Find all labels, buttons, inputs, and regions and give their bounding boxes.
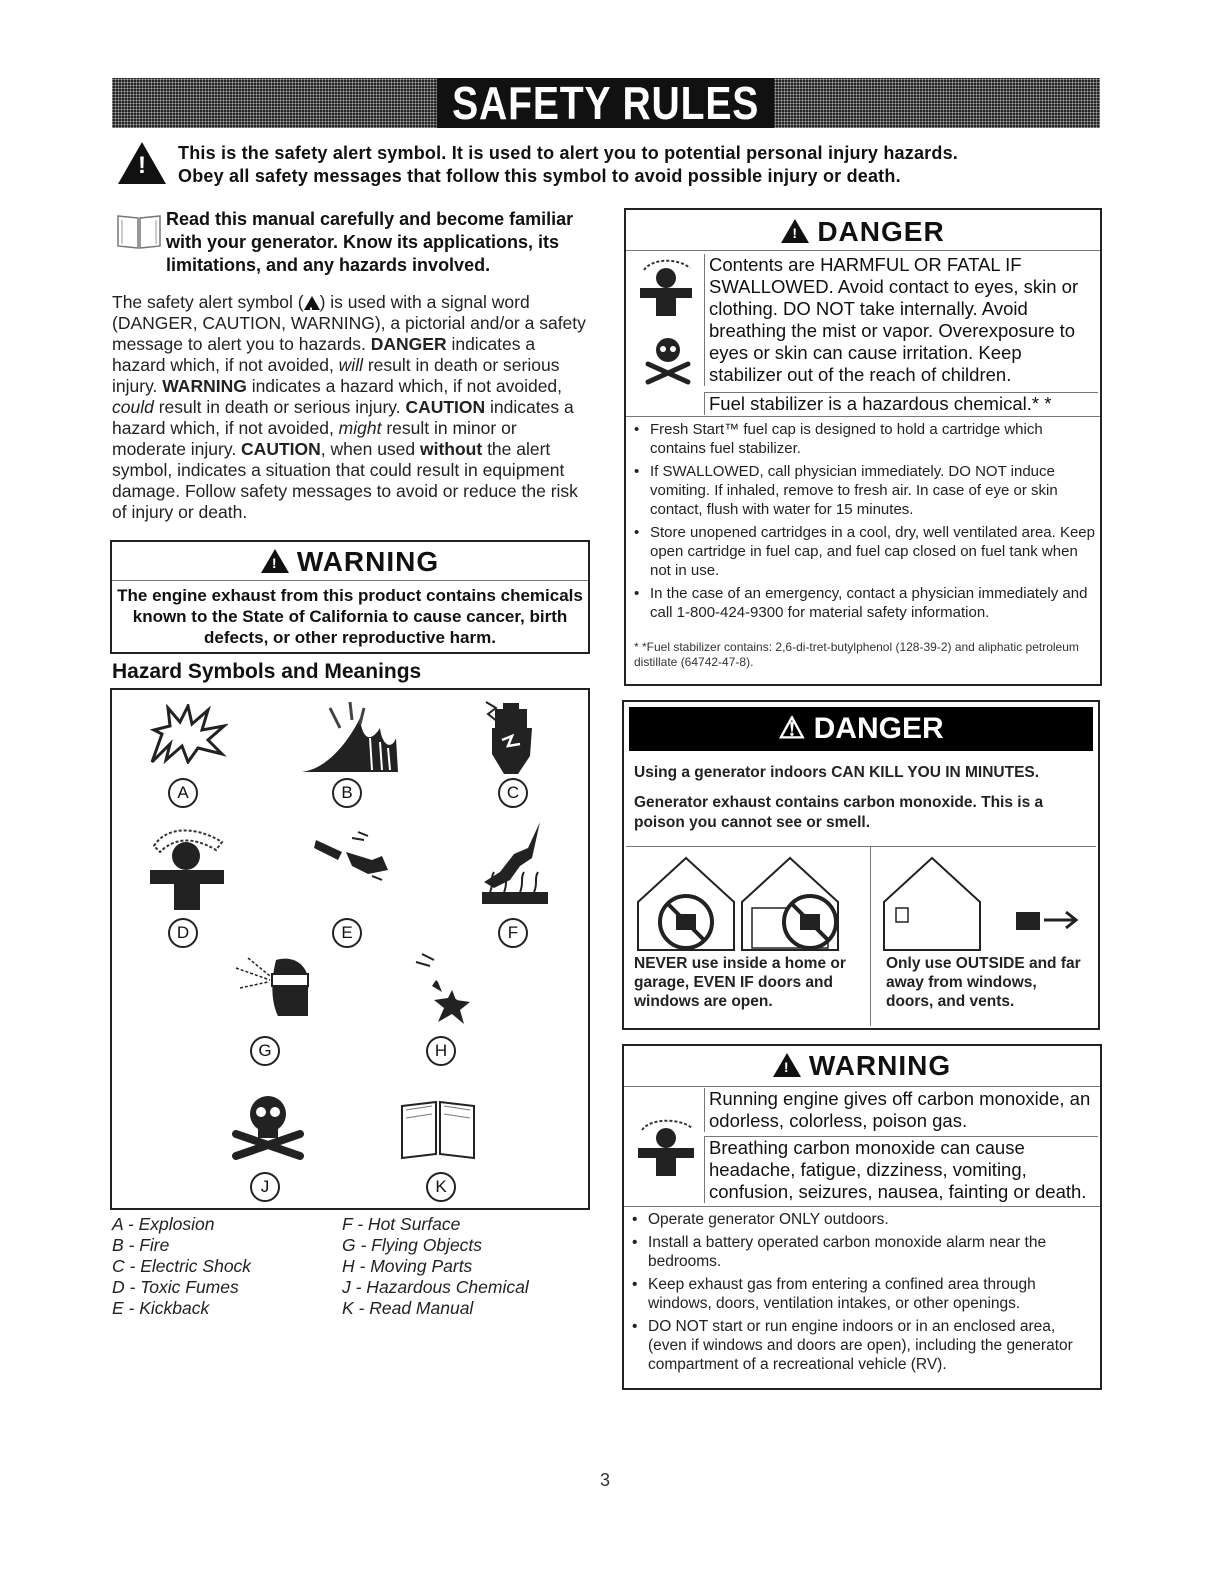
hazard-label-e: E - Kickback xyxy=(112,1298,210,1318)
hazard-letter-a: A xyxy=(168,778,198,808)
danger-bullet-4: • In the case of an emergency, contact a physician immediately and call 1-800-424-9300 for material safety information. xyxy=(628,584,1098,622)
hazard-letter-k: K xyxy=(426,1172,456,1202)
toxic-fumes-icon xyxy=(638,258,694,318)
toxic-fumes-icon xyxy=(146,826,230,914)
read-manual-line-3: limitations, and any hazards involved. xyxy=(166,255,491,275)
book-icon xyxy=(116,210,162,250)
warning-co-bullet-list xyxy=(626,1210,1096,1378)
never-indoor-text: NEVER use inside a home or garage, EVEN IF doors and windows are open. xyxy=(634,955,846,1010)
danger-bullet-1: • Fresh Start™ fuel cap is designed to hold a cartridge which contains fuel stabilizer. xyxy=(628,420,1098,458)
toxic-fumes-icon xyxy=(636,1118,696,1178)
warning-co-title: !WARNING xyxy=(624,1050,1100,1086)
hazard-label-a: A - Explosion xyxy=(112,1214,215,1234)
read-manual-icon xyxy=(398,1096,478,1160)
warning-line-1: The engine exhaust from this product contains chemicals xyxy=(117,586,583,605)
danger-bullet-3: • Store unopened cartridges in a cool, dry, well ventilated area. Keep open cartridge in fuel cap, and fuel cap closed on fuel tank when not in use. xyxy=(628,523,1098,580)
explosion-icon xyxy=(148,704,228,764)
warning-line-2: known to the State of California to cause cancer, birth xyxy=(132,607,568,626)
hazard-letter-j: J xyxy=(250,1172,280,1202)
hazardous-chemical-icon xyxy=(642,334,694,386)
danger-paragraph-1: Contents are HARMFUL OR FATAL IF SWALLOWED. Avoid contact to eyes, skin or clothing. DO NOT take internally. Avoid breathing the mist or vapor. Overexposure to eyes or skin can cause irritation. Keep stabilizer out of the reach of children. xyxy=(704,254,1098,386)
signal-words-paragraph: The safety alert symbol (! ) is used with a signal word (DANGER, CAUTION, WARNING), a pictorial and/or a safety message to alert you to hazards. DANGER indicates a hazard which, if not avoided, will result in death or serious injury. WARNING indicates a hazard which, if not avoided, could result in death or serious injury. CAUTION indicates a hazard which, if not avoided, might result in minor or moderate injury. CAUTION, when used without the alert symbol, indicates a situation that could result in equipment damage. Follow safety messages to avoid or reduce the risk of injury or death. xyxy=(112,292,590,523)
danger-footnote: * *Fuel stabilizer contains: 2,6-di-tret-butylphenol (128-39-2) and aliphatic petroleum distillate (64742-47-8). xyxy=(634,640,1079,669)
hazard-label-c: C - Electric Shock xyxy=(112,1256,252,1276)
hazard-label-d: D - Toxic Fumes xyxy=(112,1277,239,1297)
warning-co-paragraph-1: Running engine gives off carbon monoxide, an odorless, colorless, poison gas. xyxy=(704,1088,1098,1132)
page-number: 3 xyxy=(600,1470,611,1490)
intro-line-2: Obey all safety messages that follow this symbol to avoid possible injury or death. xyxy=(178,166,901,186)
hazard-label-j: J - Hazardous Chemical xyxy=(342,1277,529,1297)
hazard-labels-left xyxy=(112,1214,251,1319)
warning-co-alert-icon xyxy=(773,1053,801,1077)
hazard-letter-c: C xyxy=(498,778,528,808)
danger-title: !DANGER xyxy=(626,216,1100,250)
danger-paragraph-2: Fuel stabilizer is a hazardous chemical.* * xyxy=(704,392,1098,415)
hazard-symbols-box xyxy=(110,688,590,1210)
page-title: SAFETY RULES xyxy=(437,78,775,128)
hazard-letter-g: G xyxy=(250,1036,280,1066)
warning-co-bullet-4: • DO NOT start or run engine indoors or in an enclosed area, (even if windows and doors are open), including the generator compartment of a recreational vehicle (RV). xyxy=(626,1317,1096,1374)
fire-icon xyxy=(300,698,400,774)
read-manual-line-1: Read this manual carefully and become familiar xyxy=(166,209,574,229)
inline-alert-icon xyxy=(304,296,320,310)
warning-co-bullet-1: • Operate generator ONLY outdoors. xyxy=(626,1210,1096,1229)
hazard-letter-e: E xyxy=(332,918,362,948)
hot-surface-icon xyxy=(480,818,550,908)
warning-line-3: defects, or other reproductive harm. xyxy=(204,628,496,647)
danger-co-line-1: Using a generator indoors CAN KILL YOU IN MINUTES. xyxy=(634,764,1040,781)
hazard-symbols-heading: Hazard Symbols and Meanings xyxy=(112,660,422,683)
hazard-label-h: H - Moving Parts xyxy=(342,1256,473,1276)
hazard-labels-right xyxy=(342,1214,529,1319)
hazardous-chemical-icon xyxy=(228,1090,308,1160)
danger-box-carbon-monoxide xyxy=(622,700,1100,1030)
hazard-letter-d: D xyxy=(168,918,198,948)
danger-box-fuel-stabilizer xyxy=(624,208,1102,686)
read-manual-line-2: with your generator. Know its applications, its xyxy=(166,232,560,252)
flying-objects-icon xyxy=(234,954,314,1020)
warning-title: !WARNING xyxy=(112,546,588,578)
hazard-letter-b: B xyxy=(332,778,362,808)
danger-alert-icon xyxy=(781,219,809,243)
indoor-prohibited-icon xyxy=(634,852,864,952)
warning-alert-icon xyxy=(261,549,289,573)
safety-alert-icon xyxy=(118,142,166,184)
hazard-label-f: F - Hot Surface xyxy=(342,1214,461,1234)
intro-line-1: This is the safety alert symbol. It is used to alert you to potential personal injury hazards. xyxy=(178,143,958,163)
warning-box-carbon-monoxide xyxy=(622,1044,1102,1390)
warning-co-bullet-2: • Install a battery operated carbon monoxide alarm near the bedrooms. xyxy=(626,1233,1096,1271)
danger-co-line-2: Generator exhaust contains carbon monoxide. This is a poison you cannot see or smell. xyxy=(634,794,1044,831)
danger-bullet-2: • If SWALLOWED, call physician immediately. DO NOT induce vomiting. If inhaled, remove to fresh air. In case of eye or skin contact, flush with water for 15 minutes. xyxy=(628,462,1098,519)
danger-bullet-list xyxy=(628,420,1098,626)
hazard-label-g: G - Flying Objects xyxy=(342,1235,483,1255)
hazard-label-k: K - Read Manual xyxy=(342,1298,474,1318)
kickback-icon xyxy=(312,830,392,890)
danger-co-title: ⚠ DANGER xyxy=(627,705,1095,753)
hazard-letter-h: H xyxy=(426,1036,456,1066)
outdoor-use-icon xyxy=(880,852,1090,952)
warning-co-bullet-3: • Keep exhaust gas from entering a confined area through windows, doors, ventilation intakes, or other openings. xyxy=(626,1275,1096,1313)
moving-parts-icon xyxy=(408,952,474,1026)
only-outside-text: Only use OUTSIDE and far away from windows, doors, and vents. xyxy=(886,955,1081,1010)
warning-box-california xyxy=(110,540,590,654)
hazard-letter-f: F xyxy=(498,918,528,948)
electric-shock-icon xyxy=(482,698,542,776)
safety-rules-banner xyxy=(112,78,1100,128)
warning-co-paragraph-2: Breathing carbon monoxide can cause headache, fatigue, dizziness, vomiting, confusion, seizures, nausea, fainting or death. xyxy=(704,1136,1098,1203)
hazard-label-b: B - Fire xyxy=(112,1235,170,1255)
